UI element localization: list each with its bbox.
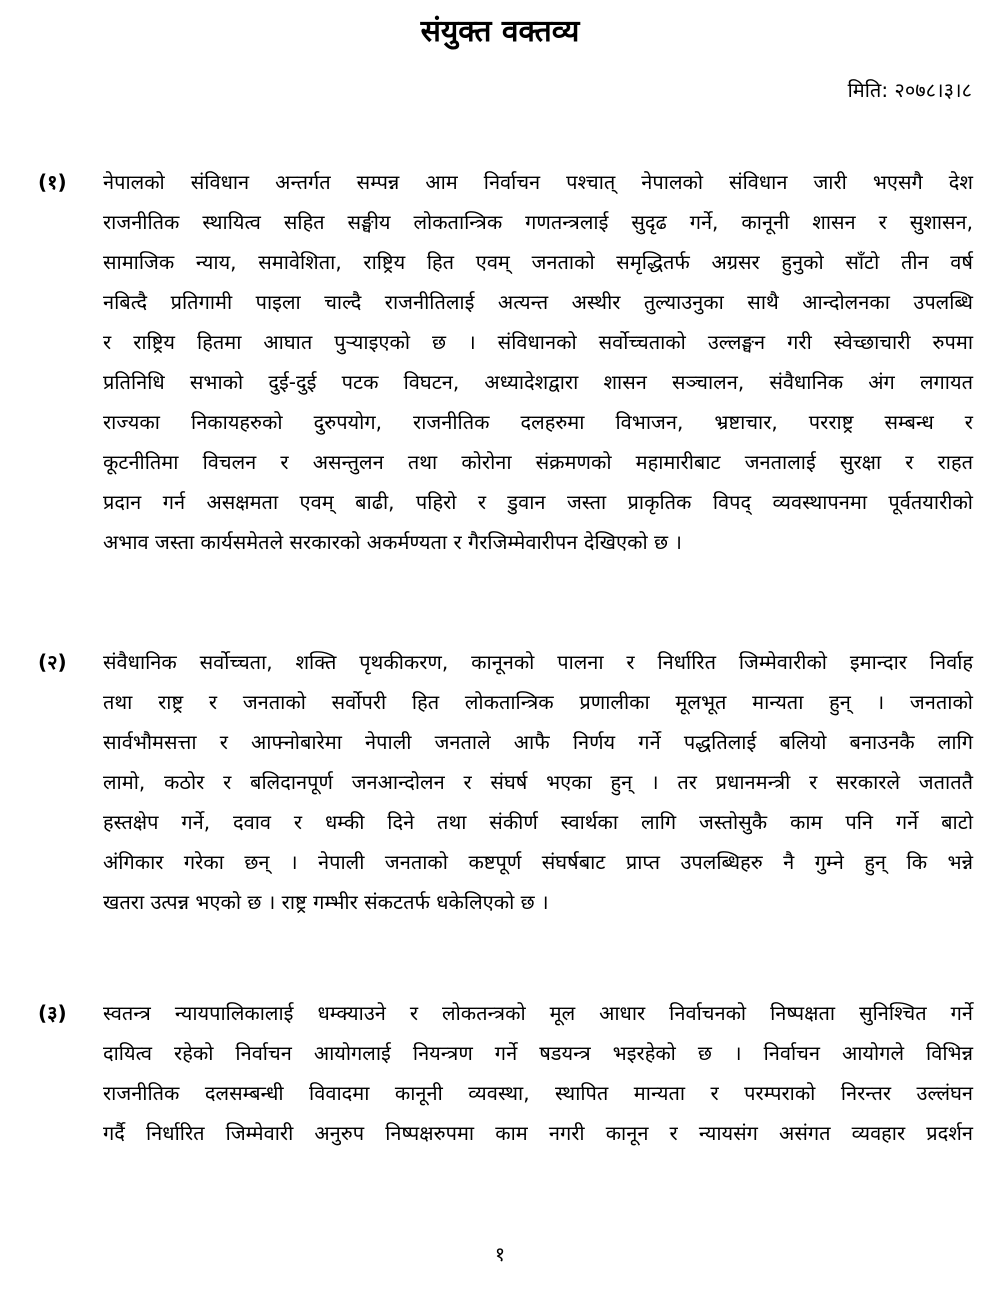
paragraph-text xyxy=(103,162,973,562)
paragraph-line: दायित्व रहेको निर्वाचन आयोगलाई नियन्त्रण गर्ने षडयन्त्र भइरहेको छ । निर्वाचन आयोगले विभिन्न xyxy=(103,1041,973,1065)
paragraph-number: (२) xyxy=(38,650,67,674)
paragraph-line: प्रदान गर्न असक्षमता एवम् बाढी, पहिरो र डुवान जस्ता प्राकृतिक विपद् व्यवस्थापनमा पूर्वतयारीको xyxy=(103,490,973,514)
paragraph-line: नेपालको संविधान अन्तर्गत सम्पन्न आम निर्वाचन पश्चात् नेपालको संविधान जारी भएसगै देश xyxy=(103,170,973,194)
paragraph-number: (३) xyxy=(38,1001,67,1025)
paragraph-line: र राष्ट्रिय हितमा आघात पुऱ्याइएको छ । संविधानको सर्वोच्चताको उल्लङ्घन गरी स्वेच्छाचारी रुपमा xyxy=(103,330,973,354)
paragraph-line: संवैधानिक सर्वोच्चता, शक्ति पृथकीकरण, कानूनको पालना र निर्धारित जिम्मेवारीको इमान्दार निर्वाह xyxy=(103,650,973,674)
paragraph-number: (१) xyxy=(38,170,67,194)
paragraph-line: राजनीतिक दलसम्बन्धी विवादमा कानूनी व्यवस्था, स्थापित मान्यता र परम्पराको निरन्तर उल्लंघन xyxy=(103,1081,973,1105)
page-number: १ xyxy=(494,1242,506,1266)
paragraph-line: कूटनीतिमा विचलन र असन्तुलन तथा कोरोना संक्रमणको महामारीबाट जनतालाई सुरक्षा र राहत xyxy=(103,450,973,474)
paragraph-line: अंगिकार गरेका छन् । नेपाली जनताको कष्टपूर्ण संघर्षबाट प्राप्त उपलब्धिहरु नै गुम्ने हुन् कि भन्ने xyxy=(103,850,973,874)
paragraph-line: सामाजिक न्याय, समावेशिता, राष्ट्रिय हित एवम् जनताको समृद्धितर्फ अग्रसर हुनुको साँटो तीन वर्ष xyxy=(103,250,973,274)
paragraph-line: हस्तक्षेप गर्ने, दवाव र धम्की दिने तथा संकीर्ण स्वार्थका लागि जस्तोसुकै काम पनि गर्ने बाटो xyxy=(103,810,973,834)
paragraph-line: सार्वभौमसत्ता र आफ्नोबारेमा नेपाली जनताले आफै निर्णय गर्ने पद्धतिलाई बलियो बनाउनकै लागि xyxy=(103,730,973,754)
paragraph-line: राजनीतिक स्थायित्व सहित सङ्घीय लोकतान्त्रिक गणतन्त्रलाई सुदृढ गर्ने, कानूनी शासन र सुशासन, xyxy=(103,210,973,234)
document-date: मिति: २०७८।३।८ xyxy=(847,78,972,102)
paragraph-line: नबित्दै प्रतिगामी पाइला चाल्दै राजनीतिलाई अत्यन्त अस्थीर तुल्याउनुका साथै आन्दोलनका उपलब्धि xyxy=(103,290,973,314)
paragraph-line: गर्दै निर्धारित जिम्मेवारी अनुरुप निष्पक्षरुपमा काम नगरी कानून र न्यायसंग असंगत व्यवहार प्रदर्शन xyxy=(103,1121,973,1145)
paragraph-line: राज्यका निकायहरुको दुरुपयोग, राजनीतिक दलहरुमा विभाजन, भ्रष्टाचार, परराष्ट्र सम्बन्ध र xyxy=(103,410,973,434)
paragraph-line: स्वतन्त्र न्यायपालिकालाई धम्क्याउने र लोकतन्त्रको मूल आधार निर्वाचनको निष्पक्षता सुनिश्चित गर्ने xyxy=(103,1001,973,1025)
paragraph-text xyxy=(103,993,973,1153)
paragraph-line: लामो, कठोर र बलिदानपूर्ण जनआन्दोलन र संघर्ष भएका हुन् । तर प्रधानमन्त्री र सरकारले जताततै xyxy=(103,770,973,794)
paragraph-line: तथा राष्ट्र र जनताको सर्वोपरी हित लोकतान्त्रिक प्रणालीका मूलभूत मान्यता हुन् । जनताको xyxy=(103,690,973,714)
paragraph-line: प्रतिनिधि सभाको दुई-दुई पटक विघटन, अध्यादेशद्वारा शासन सञ्चालन, संवैधानिक अंग लगायत xyxy=(103,370,973,394)
paragraph-line: अभाव जस्ता कार्यसमेतले सरकारको अकर्मण्यता र गैरजिम्मेवारीपन देखिएको छ । xyxy=(103,530,682,554)
document-title: संयुक्त वक्तव्य xyxy=(420,14,580,49)
paragraph-text xyxy=(103,642,973,922)
paragraph-line: खतरा उत्पन्न भएको छ । राष्ट्र गम्भीर संकटतर्फ धकेलिएको छ । xyxy=(103,890,549,914)
